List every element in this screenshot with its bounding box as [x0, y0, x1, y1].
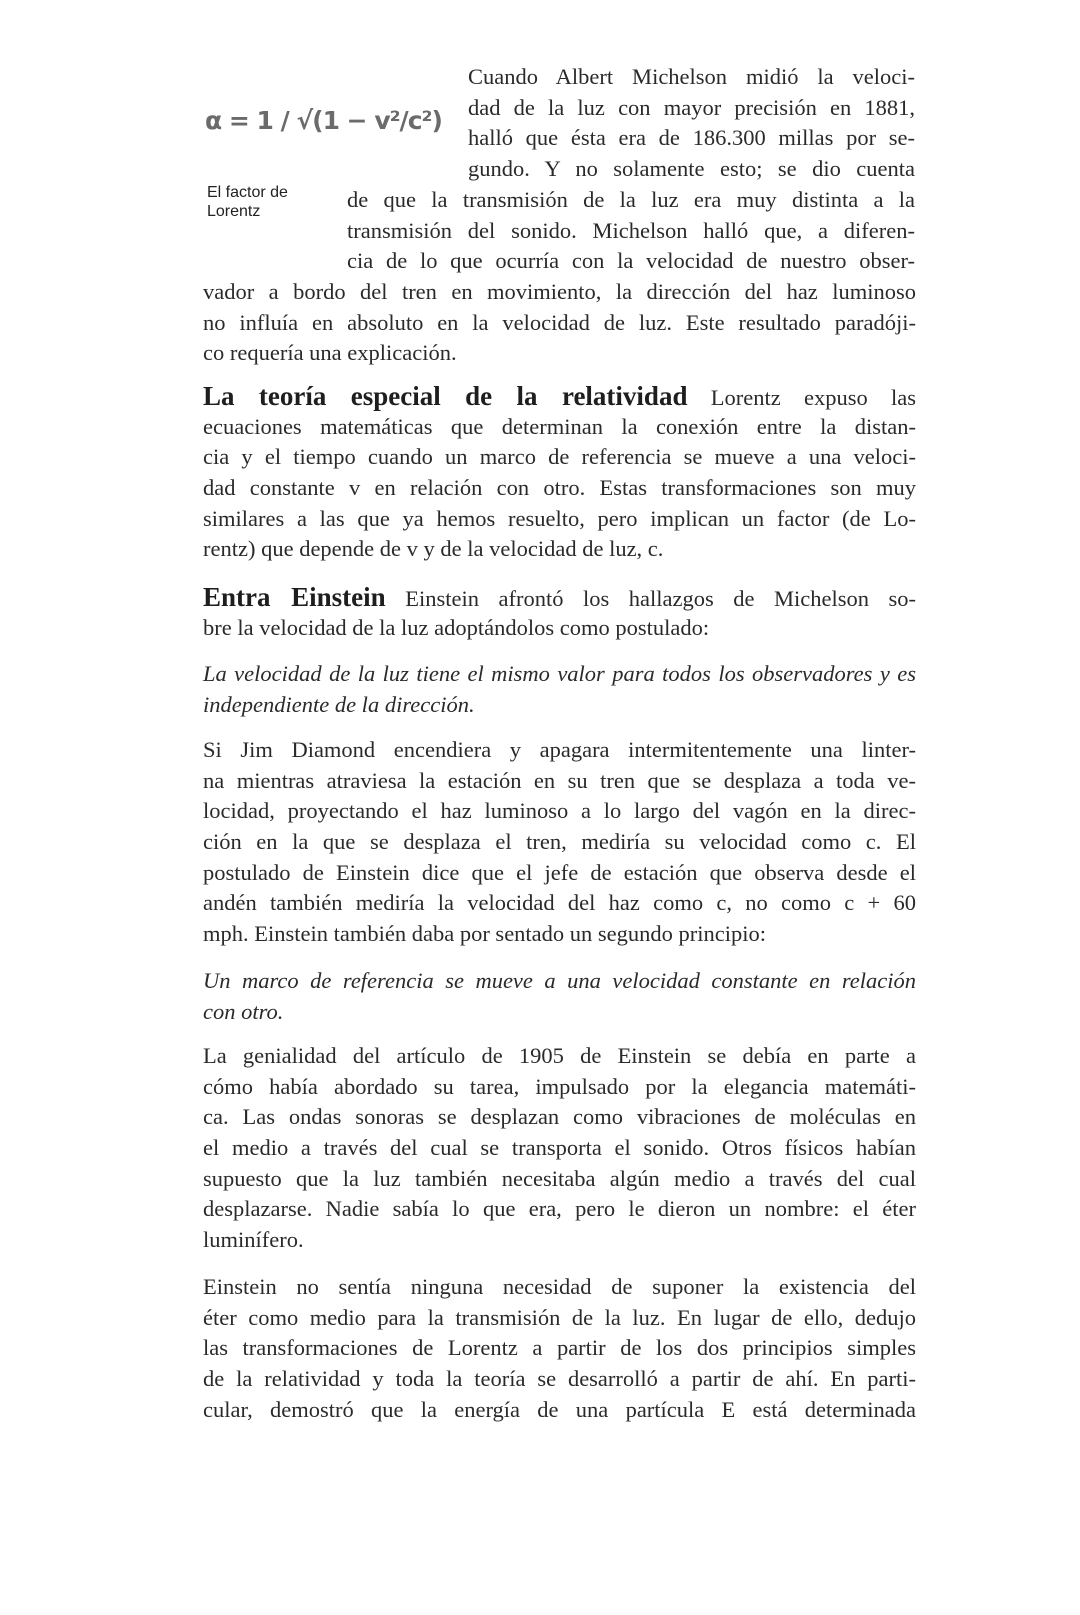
text-line — [203, 582, 916, 613]
text-line: gundo. Y no solamente esto; se dio cuenta — [468, 156, 915, 182]
text-line: Einstein no sentía ninguna necesidad de suponer la existencia del — [203, 1274, 916, 1299]
text-line: Si Jim Diamond encendiera y apagara intermitentemente una linter- — [203, 737, 916, 762]
text-line: no influía en absoluto en la velocidad de luz. Este resultado paradóji- — [203, 309, 916, 335]
text-line: Un marco de referencia se mueve a una velocidad constante en relación — [203, 968, 916, 993]
section-einstein — [203, 582, 916, 643]
caption-line: El factor de — [207, 184, 288, 201]
section-relatividad — [203, 381, 916, 565]
text-run: Lorentz expuso las — [710, 385, 916, 410]
text-line: La velocidad de la luz tiene el mismo valor para todos los observadores y es — [203, 661, 916, 686]
paragraph-jim-diamond — [203, 735, 916, 950]
paragraph-genialidad — [203, 1041, 916, 1256]
text-line: vador a bordo del tren en movimiento, la dirección del haz luminoso — [203, 279, 916, 304]
text-line: postulado de Einstein dice que el jefe de estación que observa desde el — [203, 859, 916, 885]
text-line: transmisión del sonido. Michelson halló que, a diferen- — [347, 217, 915, 243]
text-line: dad de la luz con mayor precisión en 1881, — [468, 94, 915, 120]
figure-caption — [207, 183, 288, 221]
text-line: ecuaciones matemáticas que determinan la conexión entre la distan- — [203, 413, 916, 439]
text-line: Cuando Albert Michelson midió la veloci- — [468, 64, 915, 89]
text-line — [203, 381, 916, 412]
caption-line: Lorentz — [207, 203, 261, 220]
postulate-1 — [203, 659, 916, 720]
text-line: luminífero. — [203, 1227, 304, 1253]
text-line: de la relatividad y toda la teoría se desarrolló a partir de ahí. En parti- — [203, 1366, 916, 1392]
text-line: na mientras atraviesa la estación en su tren que se desplaza a toda ve- — [203, 767, 916, 793]
text-line: de que la transmisión de la luz era muy distinta a la — [347, 187, 915, 212]
paragraph-michelson-full — [203, 277, 916, 369]
text-line: cia y el tiempo cuando un marco de referencia se mueve a una veloci- — [203, 444, 916, 470]
text-line: halló que ésta era de 186.300 millas por se- — [468, 125, 915, 151]
text-line: similares a las que ya hemos resuelto, pero implican un factor (de Lo- — [203, 505, 916, 531]
postulate-2 — [203, 966, 916, 1027]
text-line: ción en la que se desplaza el tren, mediría su velocidad como c. El — [203, 829, 916, 855]
section-heading: Entra Einstein — [203, 582, 386, 612]
text-line: co requería una explicación. — [203, 340, 457, 366]
section-heading: La teoría especial de la relatividad — [203, 381, 688, 411]
text-line: cómo había abordado su tarea, impulsado por la elegancia matemáti- — [203, 1073, 916, 1099]
text-line: desplazarse. Nadie sabía lo que era, pero le dieron un nombre: el éter — [203, 1196, 916, 1222]
paragraph-michelson-wrap-b — [347, 185, 915, 277]
text-line: el medio a través del cual se transporta el sonido. Otros físicos habían — [203, 1135, 916, 1161]
lorentz-factor-formula: α = 1 / √(1 − v²/c²) — [205, 106, 442, 135]
text-line: cular, demostró que la energía de una partícula E está determinada — [203, 1396, 916, 1422]
text-line: mph. Einstein también daba por sentado un segundo principio: — [203, 921, 767, 947]
text-line: éter como medio para la transmisión de la luz. En lugar de ello, dedujo — [203, 1304, 916, 1330]
text-run: Einstein afrontó los hallazgos de Michelson so- — [405, 586, 917, 611]
text-line: rentz) que depende de v y de la velocidad de luz, c. — [203, 536, 664, 562]
text-line: bre la velocidad de la luz adoptándolos como postulado: — [203, 614, 710, 640]
text-line: con otro. — [203, 998, 284, 1024]
text-line: supuesto que la luz también necesitaba algún medio a través del cual — [203, 1165, 916, 1191]
text-line: las transformaciones de Lorentz a partir de los dos principios simples — [203, 1335, 916, 1361]
text-line: locidad, proyectando el haz luminoso a lo largo del vagón en la direc- — [203, 798, 916, 824]
text-line: dad constante v en relación con otro. Estas transformaciones son muy — [203, 475, 916, 501]
text-line: andén también mediría la velocidad del haz como c, no como c + 60 — [203, 890, 916, 916]
text-line: independiente de la dirección. — [203, 691, 475, 717]
text-line: cia de lo que ocurría con la velocidad de nuestro obser- — [347, 248, 915, 274]
paragraph-michelson-wrap-a — [468, 62, 915, 185]
text-line: La genialidad del artículo de 1905 de Einstein se debía en parte a — [203, 1043, 916, 1068]
text-line: ca. Las ondas sonoras se desplazan como vibraciones de moléculas en — [203, 1104, 916, 1130]
paragraph-eter — [203, 1272, 916, 1425]
